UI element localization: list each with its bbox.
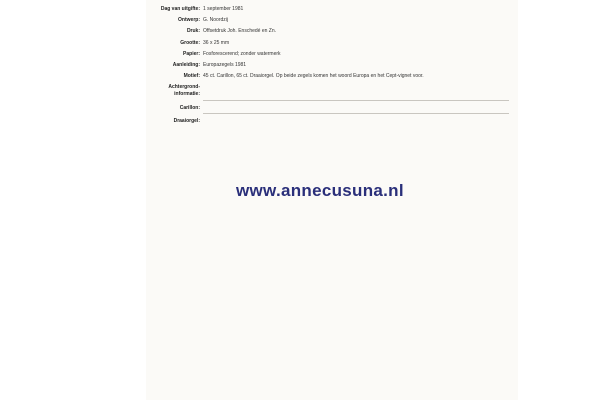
- meta-value: Fosforescerend; zonder watermerk: [203, 50, 281, 57]
- section-text: [203, 84, 512, 97]
- divider: [203, 100, 509, 101]
- meta-row: [156, 6, 512, 13]
- section-draaiorgel: [156, 118, 512, 125]
- meta-label: Motief:: [183, 73, 200, 80]
- meta-block: [156, 6, 512, 80]
- meta-label: Dag van uitgifte:: [160, 6, 200, 12]
- meta-value: 1 september 1981: [203, 6, 244, 12]
- meta-value: G. Noordzij: [203, 17, 229, 24]
- meta-value: 45 ct. Carillon, 65 ct. Draaiorgel. Op beide zegels komen het woord Europa en het Cept-vignet voor.: [203, 73, 424, 80]
- meta-label: Druk:: [186, 28, 200, 35]
- section-achtergrond: [156, 84, 512, 97]
- section-text: [203, 118, 512, 125]
- meta-label: Aanleiding:: [172, 61, 200, 68]
- meta-label: Ontwerp:: [178, 17, 200, 24]
- meta-value: Offsetdruk Joh. Enschedé en Zn.: [203, 28, 277, 35]
- section-label: Draaiorgel:: [173, 118, 200, 125]
- section-text: [203, 105, 512, 112]
- section-row: [156, 105, 512, 112]
- section-label: Carillon:: [179, 104, 200, 111]
- section-row: [156, 84, 512, 97]
- meta-row: [156, 73, 512, 80]
- watermark-text: www.annecusuna.nl: [236, 181, 404, 200]
- meta-row: [156, 62, 512, 69]
- section-carillon: [156, 105, 512, 112]
- meta-row: [156, 40, 512, 47]
- divider: [203, 113, 509, 114]
- meta-value: Europazegels 1981: [203, 61, 247, 68]
- meta-row: [156, 28, 512, 35]
- meta-label: Papier:: [183, 50, 200, 57]
- section-row: [156, 118, 512, 125]
- meta-row: [156, 17, 512, 24]
- info-rows: [156, 6, 512, 125]
- meta-row: [156, 51, 512, 58]
- meta-label: Grootte:: [180, 39, 200, 46]
- meta-value: 36 x 25 mm: [203, 39, 230, 46]
- section-label: Achtergrond-informatie:: [168, 84, 200, 97]
